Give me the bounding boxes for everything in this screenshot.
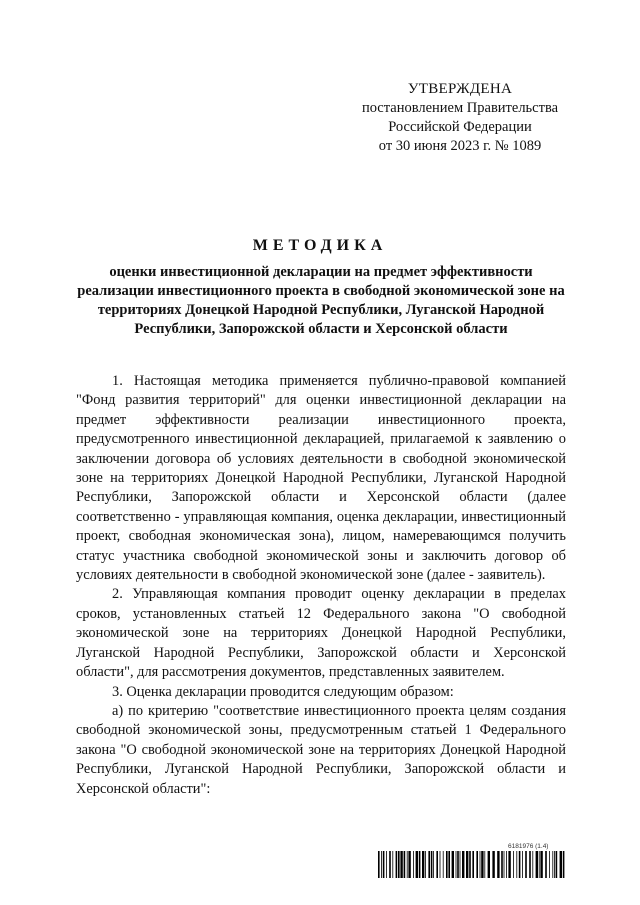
document-body [76, 372, 566, 799]
document-subtitle: оценки инвестиционной декларации на предмет эффективности реализации инвестиционного проекта в свободной экономической зоне на территориях Донецкой Народной Республики, Луганской Народной Республики, Запорожской области и Херсонской области [77, 264, 565, 337]
paragraph-1: 1. Настоящая методика применяется публично-правовой компанией "Фонд развития территорий" для оценки инвестиционной декларации на предмет эффективности реализации инвестиционного проекта, предусмотренного инвестиционной декларацией, прилагаемой к заявлению о заключении договора об условиях деятельности в свободной экономической зоне на территориях Донецкой Народной Республики, Луганской Народной Республики, Запорожской области и Херсонской области (далее соответственно - управляющая компания, оценка декларации, инвестиционный проект, свободная экономическая зона), лицом, намеревающимся получить статус участника свободной экономической зоны и заключить договор об условиях деятельности в свободной экономической зоне (далее - заявитель). [76, 373, 566, 584]
document-code: 6181976 (1.4) [508, 843, 549, 850]
paragraph-2: 2. Управляющая компания проводит оценку декларации в пределах сроков, установленных статьей 12 Федерального закона "О свободной экономической зоне на территориях Донецкой Народной Республики, Луганской Народной Республики, Запорожской области и Херсонской области", для рассмотрения документов, представленных заявителем. [76, 586, 566, 681]
paragraph-3a: а) по критерию "соответствие инвестиционного проекта целям создания свободной экономической зоны, предусмотренным статьей 1 Федерального закона "О свободной экономической зоне на территориях Донецкой Народной Республики, Луганской Народной Республики, Запорожской области и Херсонской области": [76, 702, 566, 797]
paragraph-3: 3. Оценка декларации проводится следующим образом: [112, 683, 454, 700]
approval-line-3: от 30 июня 2023 г. № 1089 [378, 138, 542, 154]
approval-line-2: Российской Федерации [388, 119, 532, 135]
document-title: МЕТОДИКА [252, 237, 388, 254]
approval-block [330, 80, 590, 156]
approval-line-1: постановлением Правительства [361, 100, 559, 116]
barcode-image [378, 851, 565, 878]
approval-stamp: УТВЕРЖДЕНА [407, 81, 513, 97]
